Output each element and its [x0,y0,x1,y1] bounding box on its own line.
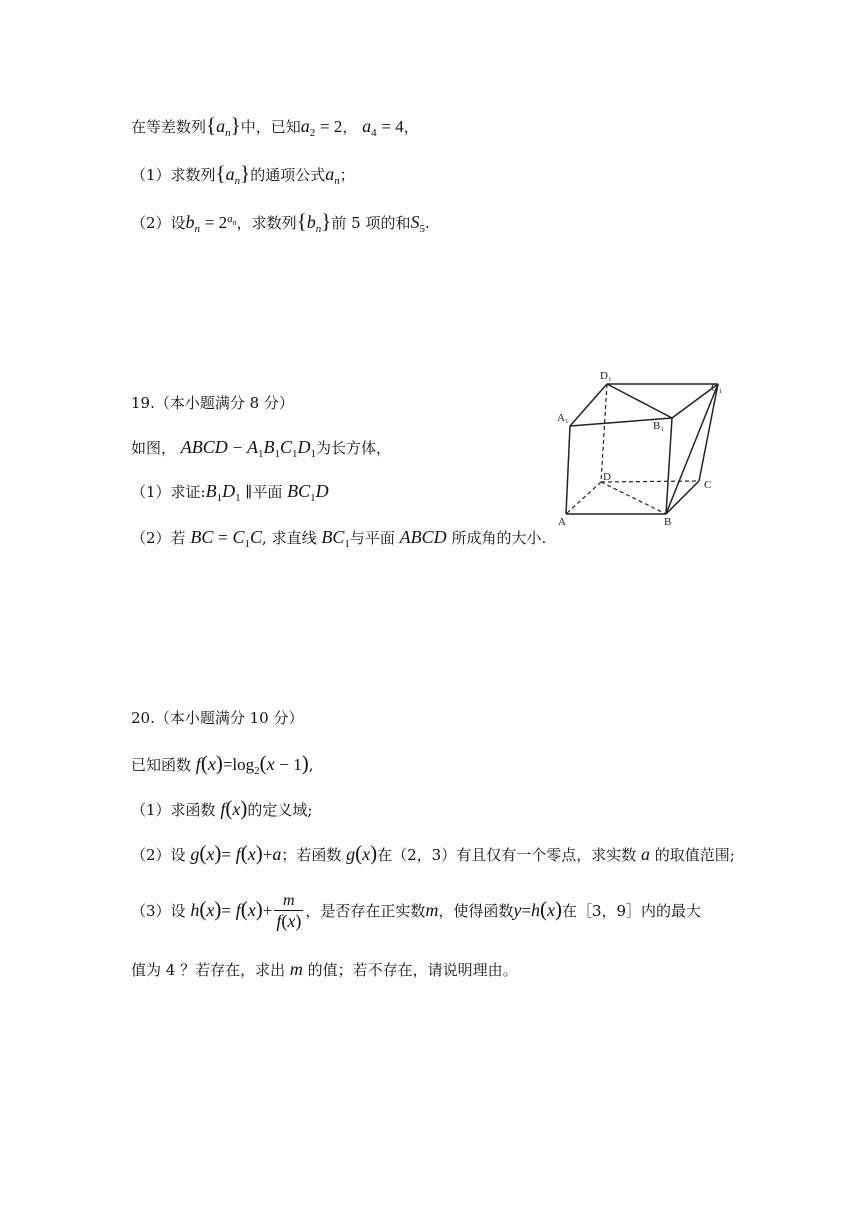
p20-part2-end: 的取值范围; [654,846,735,864]
p18-stem: 在等差数列$\{a_n\}$中，已知$a_2 = 2$， $a_4 = 4$， [131,113,419,139]
p20-heading: 20.（本小题满分 10 分） [131,709,304,727]
edge-aa1 [566,426,570,514]
p20-stem: 已知函数 $f(x)=\log_2(x - 1)$, [131,751,314,777]
p20-part2-mid: ；若函数 [281,846,342,864]
p19-part2-end: 所成角的大小. [451,529,547,547]
p18-part1-text: （1）求数列 [131,166,216,184]
label-d1: D₁ [600,370,612,382]
p18-end: ， [403,118,419,136]
label-a: A [558,516,566,528]
edge-bc [666,481,699,514]
p20-part3-mid3: 在［3，9］内的最大 [561,902,702,920]
p20-part1: （1）求函数 f(x)的定义域; [131,796,313,820]
p20-stem-end: , [308,756,314,774]
p18-stem-text: 在等差数列 [131,118,207,136]
p18-part2-mid: ，求数列 [236,214,297,232]
p20-part3-mid: ，是否存在正实数 [305,902,426,920]
p19-stem-text: 如图， [131,439,177,457]
p18-sep: ， [342,118,358,136]
p20-part3-text: （3）设 [131,902,186,920]
label-c1: C₁ [711,382,723,394]
label-a1: A₁ [557,412,569,424]
edge-dc-hidden [601,481,699,482]
p19-part2: （2）若 BC = $C_1C$, 求直线 $BC_1$与平面 ABCD 所成角的大小. [131,527,547,550]
p19-part2-mid2: 与平面 [349,529,395,547]
p18-stem-mid: 中，已知 [240,118,301,136]
diag-d1b1 [607,384,672,418]
p20-part1-end: 的定义域; [247,801,313,819]
p18-part1-end: ； [339,166,355,184]
p20-part3-cont-end: 的值；若不存在，请说明理由。 [307,961,518,979]
label-b: B [664,516,672,528]
diag-db-hidden [601,482,666,514]
p20-part3-mid2: ，使得函数 [438,902,514,920]
p20-part2-mid2: 在（2，3）有且仅有一个零点，求实数 [377,846,637,864]
p18-part2-text: （2）设 [131,214,186,232]
p20-part2-text: （2）设 [131,846,186,864]
edge-dd1-hidden [601,384,607,482]
p19-part1-mid: ∥平面 [245,483,283,501]
p19-part1-text: （1）求证: [131,483,206,501]
p20-stem-text: 已知函数 [131,756,192,774]
p18-part2-mid2: 前 5 项的和 [331,214,411,232]
label-d: D [603,471,611,483]
p19-part1: （1）求证$:B_1D_1$ ∥平面 $BC_1D$ [131,481,329,504]
p19-part2-mid: , 求直线 [262,529,317,547]
p18-part1-mid: 的通项公式 [250,166,326,184]
label-c: C [704,479,712,491]
p20-part3-cont: 值为 4 ？若存在，求出 m 的值；若不存在，请说明理由。 [131,959,518,979]
p18-part2-end: . [424,214,430,232]
p20-part3: （3）设 h(x)= f(x)+ $\frac{m}{f(x)}$ ，是否存在正实数m，使得函数y=h(x)在［3，9］内的最大 [131,892,702,931]
p19-stem-suffix: 为长方体， [315,439,391,457]
p19-heading: 19.（本小题满分 8 分） [131,394,294,412]
p19-part2-text: （2）若 [131,529,186,547]
edge-cc1 [699,384,718,481]
p18-part1: （1）求数列$\{a_n\}$的通项公式$a_n$； [131,161,355,187]
p20-part1-text: （1）求函数 [131,801,216,819]
fraction-m-over-fx: $\frac{m}{f(x)}$ [276,892,302,931]
label-b1: B₁ [653,420,665,432]
edge-ad-hidden [566,482,601,514]
p20-part2: （2）设 g(x)= f(x)+a；若函数 g(x)在（2，3）有且仅有一个零点，求实数 a 的取值范围; [131,841,735,865]
p19-stem: 如图， ABCD − $A_1B_1C_1D_1$为长方体， [131,437,391,460]
p20-part3-cont-text: 值为 4 ？若存在，求出 [131,961,286,979]
edge-a1d1 [570,384,607,426]
cuboid-figure [554,364,730,530]
p18-part2: （2）设$b_n = 2^{a_n}$，求数列$\{b_n\}$前 5 项的和$S_5$. [131,209,430,235]
